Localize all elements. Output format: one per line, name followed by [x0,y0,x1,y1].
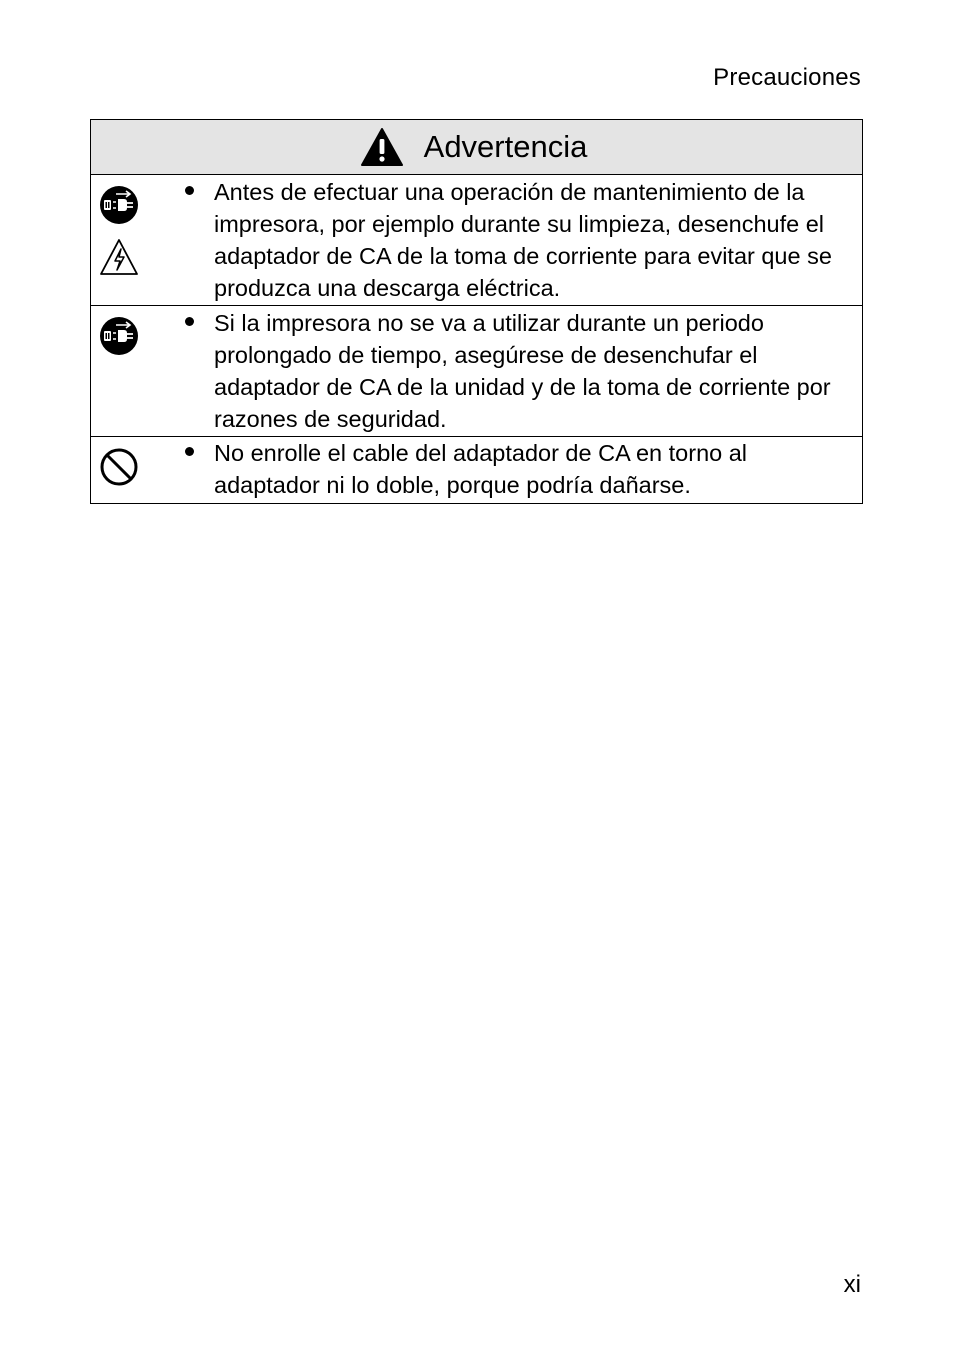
warning-row [91,306,862,437]
warning-row [91,437,862,503]
bullet [174,306,214,436]
row-icons [91,306,174,436]
warning-header [91,120,862,175]
warning-row [91,175,862,306]
running-head: Precauciones [713,64,861,91]
row-icons [91,175,174,305]
warning-text: Antes de efectuar una operación de mantenimiento de la impresora, por ejemplo durante su limpieza, desenchufe el adaptador de CA de la toma de corriente para evitar que se produzca una descarga eléctrica. [214,179,832,301]
prohibited-icon [99,447,139,487]
unplug-icon [99,185,139,225]
electric-shock-icon [99,237,139,277]
bullet [174,175,214,305]
bullet [174,437,214,503]
warning-title: Advertencia [423,129,588,164]
row-icons [91,437,174,503]
unplug-icon [99,316,139,356]
warning-table [90,119,863,504]
warning-triangle-icon [360,127,404,167]
warning-text: Si la impresora no se va a utilizar durante un periodo prolongado de tiempo, asegúrese de desenchufar el adaptador de CA de la unidad y de la toma de corriente por razones de seguridad. [214,310,831,432]
page-number: xi [843,1271,861,1298]
warning-text: No enrolle el cable del adaptador de CA en torno al adaptador ni lo doble, porque podría dañarse. [214,440,748,498]
